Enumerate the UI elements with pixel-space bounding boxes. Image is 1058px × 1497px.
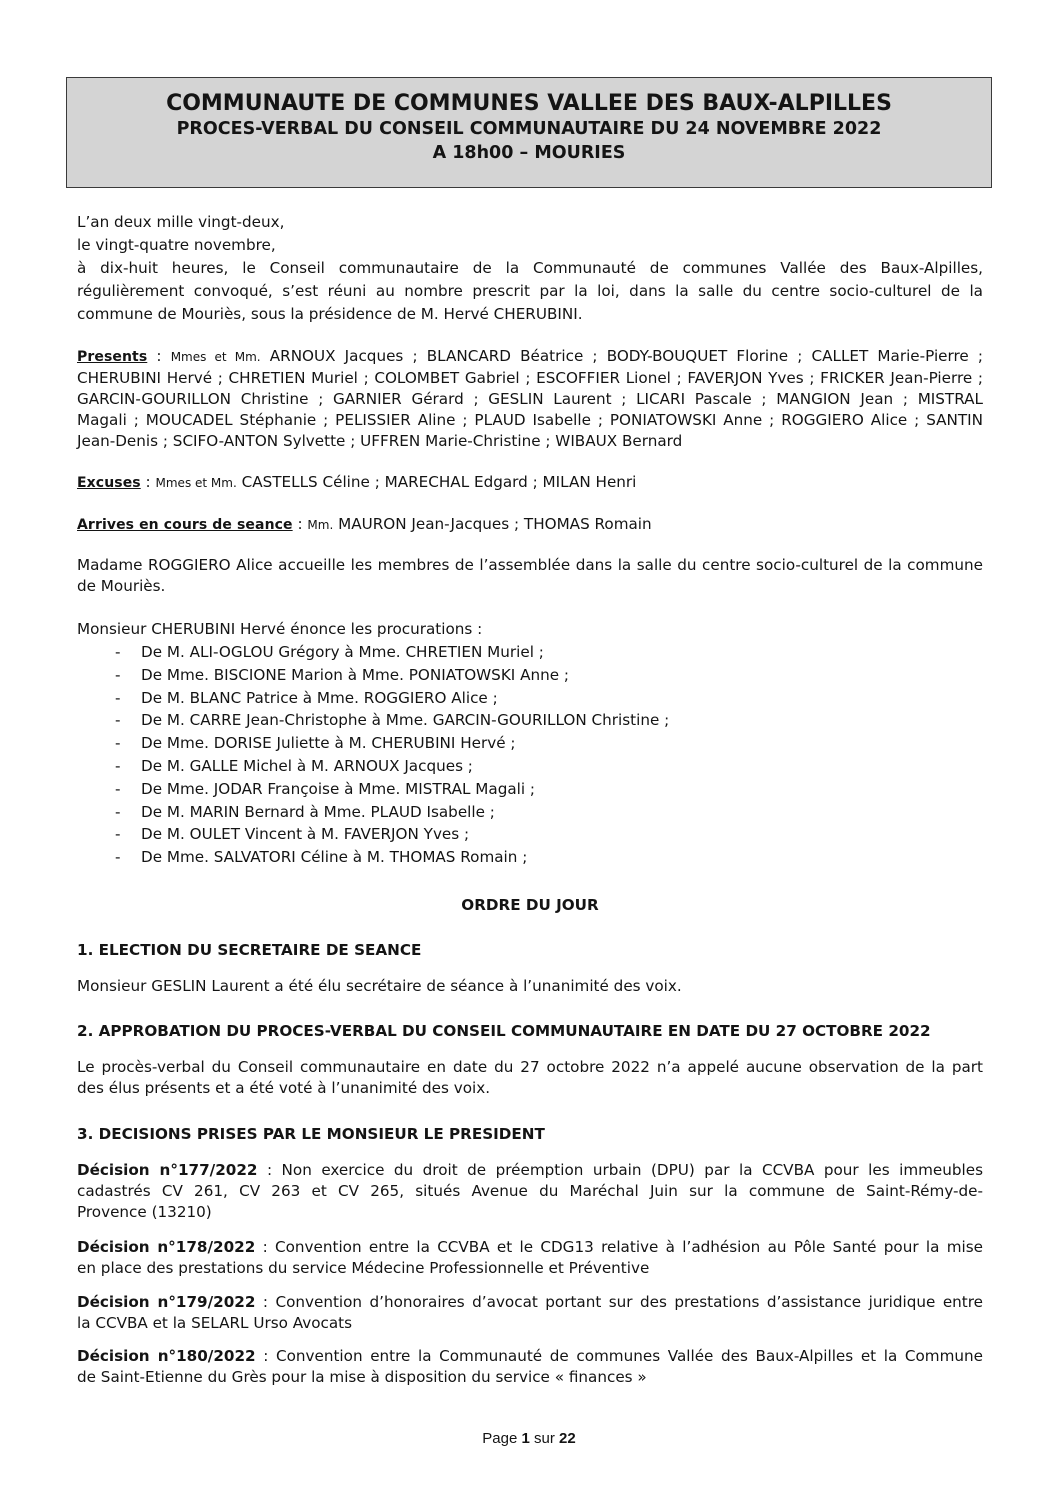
procuration-text: De M. CARRE Jean-Christophe à Mme. GARCIN-GOURILLON Christine ; [141,711,670,730]
procuration-text: De Mme. DORISE Juliette à M. CHERUBINI Hervé ; [141,734,516,753]
intro-line: à dix-huit heures, le Conseil communautaire de la Communauté de communes Vallée des Baux-Alpilles, [77,259,983,277]
arrives-line: Arrives en cours de seance : Mm. MAURON Jean-Jacques ; THOMAS Romain [77,515,652,533]
decision-line [77,1292,983,1313]
decision-line: la CCVBA et la SELARL Urso Avocats [77,1314,353,1332]
total-pages: 22 [559,1430,576,1447]
header-time-place: A 18h00 – MOURIES [432,143,626,163]
bullet-dash: - [115,711,121,730]
section-1-title: 1. ELECTION DU SECRETAIRE DE SEANCE [77,941,422,959]
decision-label: Décision n°180/2022 [77,1347,256,1365]
procuration-text: De Mme. SALVATORI Céline à M. THOMAS Romain ; [141,848,528,867]
decision-text: : Convention d’honoraires d’avocat portant sur des prestations d’assistance juridique entre [255,1293,983,1311]
section-2-text: Le procès-verbal du Conseil communautaire en date du 27 octobre 2022 n’a appelé aucune observation de la part [77,1058,983,1076]
presents-line: Jean-Denis ; SCIFO-ANTON Sylvette ; UFFREN Marie-Christine ; WIBAUX Bernard [77,432,683,450]
bullet-dash: - [115,848,121,867]
page-footer [0,1430,1058,1447]
bullet-dash: - [115,757,121,775]
presents-names: ARNOUX Jacques ; BLANCARD Béatrice ; BODY-BOUQUET Florine ; CALLET Marie-Pierre ; [269,347,983,365]
decision-text: : Convention entre la CCVBA et le CDG13 relative à l’adhésion au Pôle Santé pour la mise [255,1238,983,1256]
intro-line: régulièrement convoqué, s’est réuni au nombre prescrit par la loi, dans la salle du centre socio-culturel de la [77,282,983,300]
presents-line: GARCIN-GOURILLON Christine ; GARNIER Gérard ; GESLIN Laurent ; LICARI Pascale ; MANGION Jean ; MISTRAL [77,390,983,408]
bullet-dash: - [115,802,121,821]
welcome-line: de Mouriès. [77,577,166,595]
document-header [66,77,992,188]
decision-label: Décision n°178/2022 [77,1238,256,1256]
page-label: Page [482,1430,518,1447]
decision-line [77,1237,983,1258]
excuses-names: CASTELLS Céline ; MARECHAL Edgard ; MILAN Henri [241,473,637,491]
intro-line: L’an deux mille vingt-deux, [77,213,285,231]
procuration-text: De Mme. JODAR Françoise à Mme. MISTRAL Magali ; [141,779,536,798]
decision-line [77,1160,983,1181]
section-1-text: Monsieur GESLIN Laurent a été élu secrétaire de séance à l’unanimité des voix. [77,977,682,995]
excuses-line: Excuses : Mmes et Mm. CASTELLS Céline ; MARECHAL Edgard ; MILAN Henri [77,473,637,491]
welcome-line: Madame ROGGIERO Alice accueille les membres de l’assemblée dans la salle du centre socio-culturel de la commune [77,556,983,574]
procurations-intro: Monsieur CHERUBINI Hervé énonce les procurations : [77,620,483,638]
decision-line [77,1346,983,1367]
decision-line: en place des prestations du service Médecine Professionnelle et Préventive [77,1259,650,1277]
decision-label: Décision n°177/2022 [77,1161,258,1179]
bullet-dash: - [115,779,121,798]
bullet-dash: - [115,643,121,661]
header-subtitle: PROCES-VERBAL DU CONSEIL COMMUNAUTAIRE DU 24 NOVEMBRE 2022 [176,119,882,139]
bullet-dash: - [115,734,121,753]
arrives-label: Arrives en cours de seance [77,517,293,533]
decision-line: Provence (13210) [77,1203,212,1221]
procuration-text: De Mme. BISCIONE Marion à Mme. PONIATOWSKI Anne ; [141,665,570,684]
section-3-title: 3. DECISIONS PRISES PAR LE MONSIEUR LE PRESIDENT [77,1125,545,1143]
arrives-prefix: Mm. [307,518,334,532]
presents-line: Presents : Mmes et Mm. ARNOUX Jacques ; BLANCARD Béatrice ; BODY-BOUQUET Florine ; CALLET Marie-Pierre ; [77,347,983,365]
page-number: 1 [521,1430,530,1447]
of-label: sur [534,1430,555,1447]
bullet-dash: - [115,825,121,844]
procuration-text: De M. OULET Vincent à M. FAVERJON Yves ; [141,825,470,844]
presents-line: CHERUBINI Hervé ; CHRETIEN Muriel ; COLOMBET Gabriel ; ESCOFFIER Lionel ; FAVERJON Yves ; FRICKER Jean-Pierre ; [77,369,983,387]
decision-line: cadastrés CV 261, CV 263 et CV 265, situés Avenue du Maréchal Juin sur la commune de Saint-Rémy-de- [77,1182,983,1200]
presents-label: Presents [77,349,148,365]
presents-line: Magali ; MOUCADEL Stéphanie ; PELISSIER Aline ; PLAUD Isabelle ; PONIATOWSKI Anne ; ROGGIERO Alice ; SANTIN [77,411,983,429]
decision-text: : Convention entre la Communauté de communes Vallée des Baux-Alpilles et la Commune [255,1347,983,1365]
presents-prefix: Mmes et Mm. [170,350,261,364]
bullet-dash: - [115,665,121,684]
procuration-text: De M. MARIN Bernard à Mme. PLAUD Isabelle ; [141,802,495,821]
arrives-names: MAURON Jean-Jacques ; THOMAS Romain [338,515,652,533]
section-2-text: des élus présents et a été voté à l’unanimité des voix. [77,1079,491,1097]
procuration-text: De M. BLANC Patrice à Mme. ROGGIERO Alice ; [141,688,498,707]
procuration-text: De M. GALLE Michel à M. ARNOUX Jacques ; [141,757,473,775]
excuses-prefix: Mmes et Mm. [155,476,237,490]
decision-label: Décision n°179/2022 [77,1293,256,1311]
decision-text: : Non exercice du droit de préemption urbain (DPU) par la CCVBA pour les immeubles [257,1161,983,1179]
intro-line: commune de Mouriès, sous la présidence de M. Hervé CHERUBINI. [77,305,583,323]
intro-line: le vingt-quatre novembre, [77,236,276,254]
agenda-title: ORDRE DU JOUR [461,896,599,914]
section-2-title: 2. APPROBATION DU PROCES-VERBAL DU CONSEIL COMMUNAUTAIRE EN DATE DU 27 OCTOBRE 2022 [77,1022,931,1040]
decision-line: de Saint-Etienne du Grès pour la mise à disposition du service « finances » [77,1368,647,1386]
procuration-text: De M. ALI-OGLOU Grégory à Mme. CHRETIEN Muriel ; [141,643,544,661]
excuses-label: Excuses [77,475,141,491]
header-title: COMMUNAUTE DE COMMUNES VALLEE DES BAUX-ALPILLES [166,91,892,116]
bullet-dash: - [115,688,121,707]
